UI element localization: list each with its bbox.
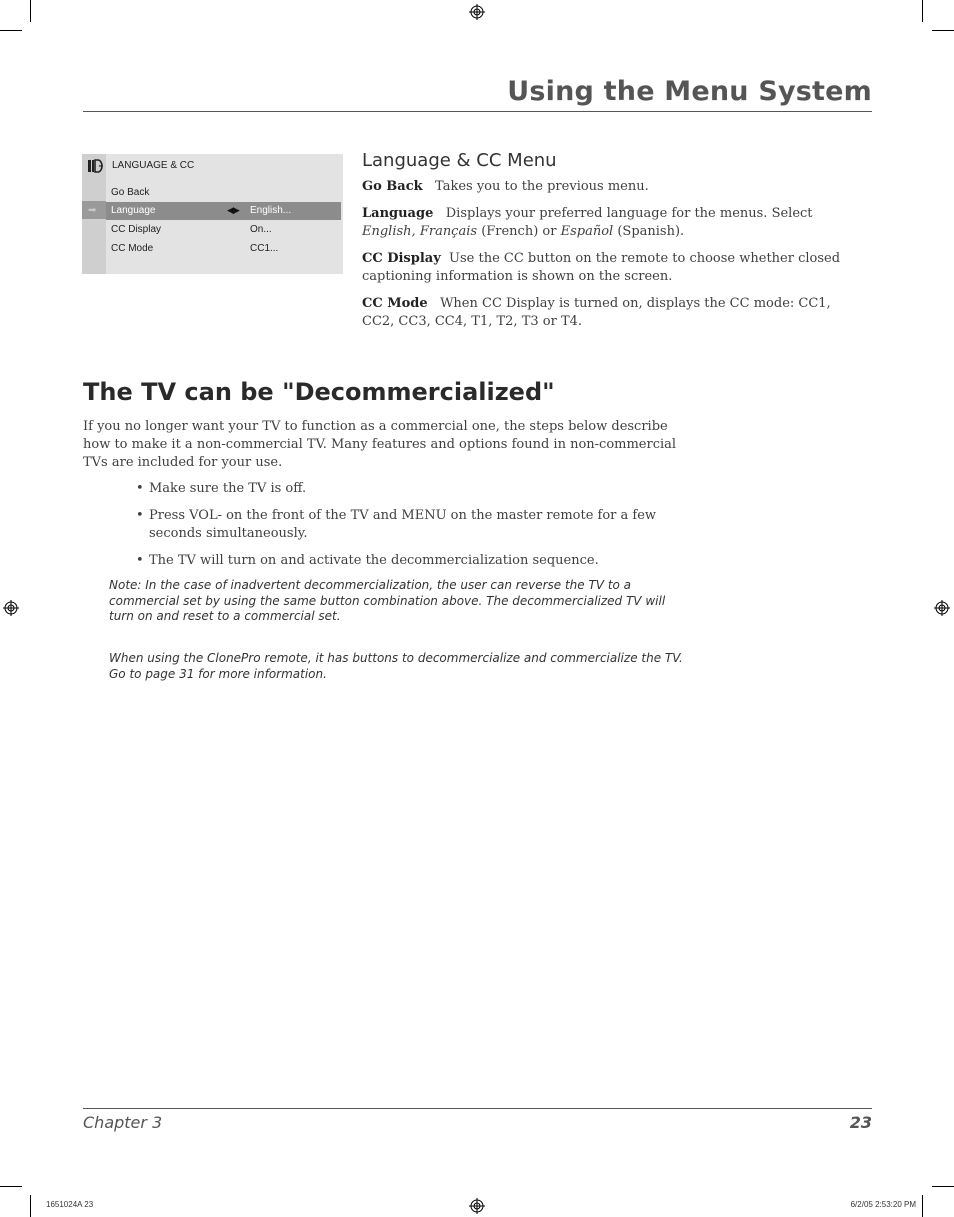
osd-item-label: Language [111,205,156,216]
bullet-icon: • [136,553,144,568]
print-slug-left: 1651024A 23 [46,1200,94,1209]
registration-mark-icon [934,600,950,616]
osd-menu-screenshot [82,154,343,274]
crop-mark [932,1186,954,1187]
go-back-description [362,178,862,196]
crop-mark [0,30,22,31]
osd-item-cc-display[interactable] [106,221,341,239]
option-english: English, [362,224,416,239]
cc-display-description [362,250,862,286]
note-paragraph: Note: In the case of inadvertent decommercialization, the user can reverse the TV to a commercial set by using the same button combination above. The decommercialized TV will turn on and reset to a commercial set. [109,578,666,623]
definition: Use the CC button on the remote to choose whether closed captioning information is shown on the screen. [362,251,841,284]
language-description [362,205,862,241]
section-heading: Language & CC Menu [362,150,557,171]
list-item-text: Press VOL- on the front of the TV and MENU on the master remote for a few seconds simultaneously. [149,508,657,541]
chapter-label: Chapter 3 [83,1113,163,1132]
registration-mark-icon [469,4,485,20]
osd-item-cc-mode[interactable] [106,240,341,258]
crop-mark [30,1195,31,1217]
list-item-text: The TV will turn on and activate the decommercialization sequence. [149,553,599,568]
term: CC Mode [362,296,428,311]
osd-item-value: English... [250,205,292,216]
cc-mode-description [362,295,862,331]
intro-paragraph: If you no longer want your TV to function as a commercial one, the steps below describe how to make it a non-commercial TV. Many features and options found in non-commercial TVs are included for your use. [83,419,677,470]
registration-mark-icon [3,600,19,616]
osd-item-value: CC1... [250,243,279,254]
osd-item-label: CC Mode [111,243,154,254]
crop-mark [922,1195,923,1217]
bullet-icon: • [136,481,144,496]
osd-menu-title: LANGUAGE & CC [112,160,195,171]
crop-mark [922,0,923,22]
definition: When CC Display is turned on, displays the CC mode: CC1, CC2, CC3, CC4, T1, T2, T3 or T4. [362,296,831,329]
term: Go Back [362,179,423,194]
osd-item-go-back[interactable] [106,184,341,202]
crop-mark [30,0,31,22]
list-item [136,480,706,498]
page-number: 23 [849,1113,872,1132]
osd-item-language[interactable] [106,202,341,220]
term: Language [362,206,434,221]
bullet-icon: • [136,508,144,523]
section-heading: The TV can be "Decommercialized" [83,378,555,406]
osd-item-value: On... [250,224,272,235]
list-item-text: Make sure the TV is off. [149,481,307,496]
definition: Takes you to the previous menu. [435,179,649,194]
registration-mark-icon [469,1198,485,1214]
arrow-right-icon: ➡ [88,205,97,216]
definition: Displays your preferred language for the menus. Select [445,206,813,221]
list-item [136,507,706,543]
left-right-arrows-icon: ◀▶ [227,205,239,215]
header-divider [83,111,872,112]
footer-divider [83,1108,872,1109]
crop-mark [0,1186,22,1187]
osd-item-label: CC Display [111,224,162,235]
definition: (Spanish). [617,224,685,239]
term: CC Display [362,251,441,266]
note-paragraph: When using the ClonePro remote, it has buttons to decommercialize and commercialize the TV. Go to page 31 for more information. [109,651,683,681]
osd-item-label: Go Back [111,187,150,198]
option-espanol: Español [560,224,614,239]
option-francais: Français [419,224,478,239]
page-header-title: Using the Menu System [507,76,872,107]
definition: (French) or [481,224,557,239]
print-slug-right: 6/2/05 2:53:20 PM [850,1200,916,1209]
crop-mark [932,30,954,31]
menu-book-icon [87,159,103,173]
osd-selection-marker [82,201,106,219]
list-item [136,552,706,570]
